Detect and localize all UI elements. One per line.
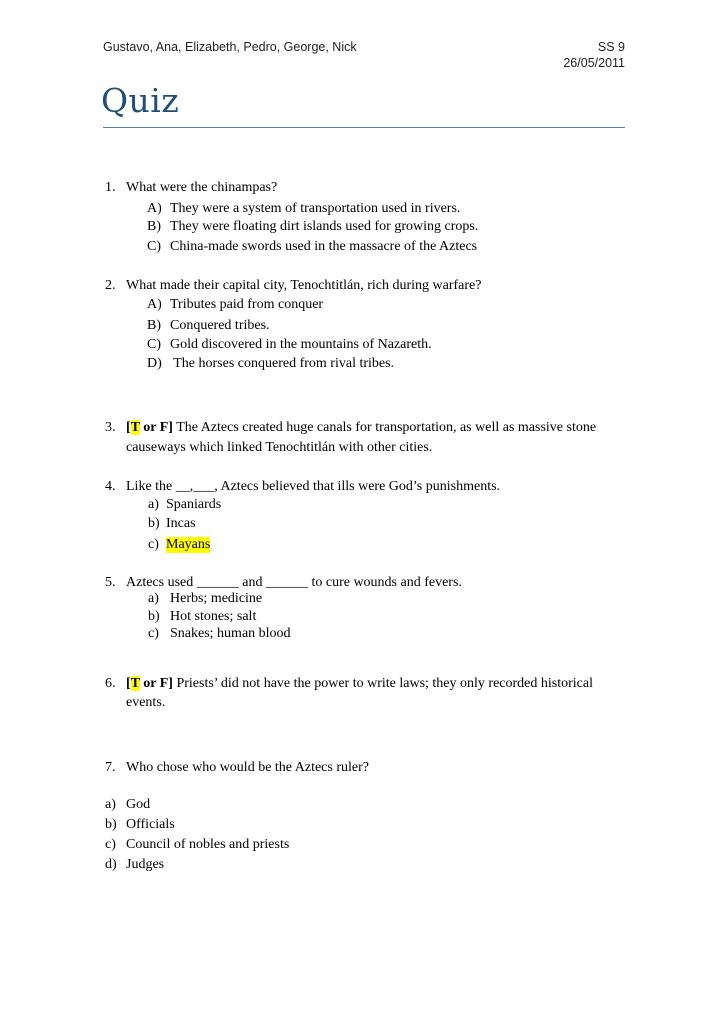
header-course: SS 9 — [597, 40, 625, 54]
option-label: b) — [148, 516, 160, 531]
answer-highlight: T — [130, 420, 140, 435]
question-number: 6. — [105, 676, 116, 691]
question-number: 4. — [105, 479, 116, 494]
option-text: China-made swords used in the massacre of the Aztecs — [170, 239, 478, 254]
option-label: c) — [148, 537, 159, 552]
option-label: c) — [105, 837, 116, 852]
option-text: They were a system of transportation used in rivers. — [170, 201, 461, 216]
question-text: Like the __,___, Aztecs believed that ills were God’s punishments. — [126, 479, 501, 494]
option-label: a) — [105, 797, 116, 812]
question-text: What made their capital city, Tenochtitlán, rich during warfare? — [126, 278, 482, 293]
option-text: Officials — [126, 817, 175, 832]
option-text-correct: Conquered tribes. — [170, 318, 270, 333]
question-number: 5. — [105, 575, 116, 590]
option-text: Tributes paid from conquer — [170, 297, 324, 312]
option-text-correct: Mayans — [166, 537, 211, 552]
option-label: b) — [148, 609, 160, 624]
question-text-continued: causeways which linked Tenochtitlán with other cities. — [126, 440, 433, 455]
question-text-continued: events. — [126, 695, 166, 710]
option-text-correct: They were floating dirt islands used for growing crops. — [170, 219, 479, 234]
question-text: Aztecs used ______ and ______ to cure wounds and fevers. — [126, 575, 462, 590]
option-text: Judges — [126, 857, 165, 872]
option-label: A) — [147, 297, 162, 312]
option-label: C) — [147, 337, 161, 352]
header-names: Gustavo, Ana, Elizabeth, Pedro, George, Nick — [103, 40, 357, 54]
option-label: a) — [148, 497, 159, 512]
question-number: 2. — [105, 278, 116, 293]
option-label: B) — [147, 219, 161, 234]
option-text: Snakes; human blood — [170, 626, 291, 641]
option-label: C) — [147, 239, 161, 254]
question-number: 1. — [105, 180, 116, 195]
question-text: Who chose who would be the Aztecs ruler? — [126, 760, 369, 775]
option-label: B) — [147, 318, 161, 333]
answer-highlight: T — [130, 676, 140, 691]
true-false-prefix: [T or F] — [126, 676, 173, 691]
question-text: [T or F] Priests’ did not have the power to write laws; they only recorded historical — [126, 676, 593, 691]
title-underline — [103, 127, 625, 128]
option-label: D) — [147, 356, 162, 371]
question-text: [T or F] The Aztecs created huge canals for transportation, as well as massive stone — [126, 420, 597, 435]
option-text-correct: Herbs; medicine — [170, 591, 263, 606]
option-label: a) — [148, 591, 159, 606]
option-label: A) — [147, 201, 162, 216]
page-title: Quiz — [101, 81, 180, 120]
option-text: Spaniards — [166, 497, 222, 512]
option-label: d) — [105, 857, 117, 872]
option-text-correct: Council of nobles and priests — [126, 837, 290, 852]
question-number: 7. — [105, 760, 116, 775]
option-text: The horses conquered from rival tribes. — [170, 356, 395, 371]
option-label: c) — [148, 626, 159, 641]
header-date: 26/05/2011 — [563, 56, 625, 70]
question-number: 3. — [105, 420, 116, 435]
option-text: Incas — [166, 516, 196, 531]
option-label: b) — [105, 817, 117, 832]
option-text: Gold discovered in the mountains of Nazareth. — [170, 337, 432, 352]
option-text: God — [126, 797, 151, 812]
question-text: What were the chinampas? — [126, 180, 278, 195]
option-text: Hot stones; salt — [170, 609, 257, 624]
true-false-prefix: [T or F] — [126, 420, 173, 435]
